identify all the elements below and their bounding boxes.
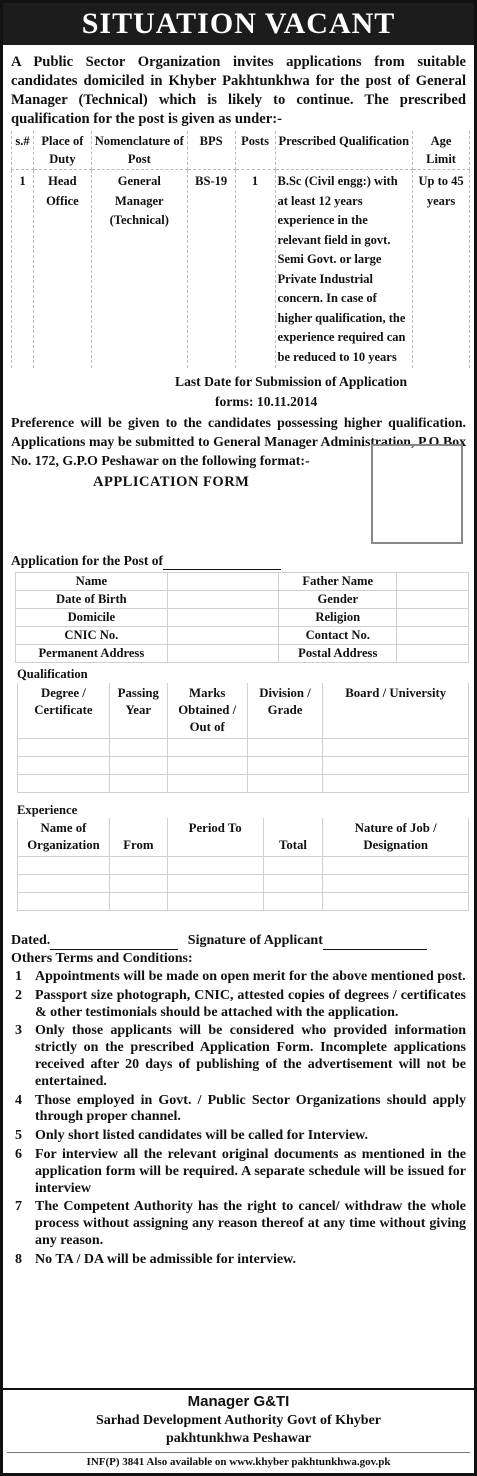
experience-table xyxy=(17,818,469,911)
term-number: 7 xyxy=(15,1199,22,1215)
last-date-line2: forms: 10.11.2014 xyxy=(215,394,318,409)
field-input[interactable] xyxy=(397,573,469,591)
term-text: Only those applicants will be considered who provided information strictly on the prescribed Application Form. Incomplete applications received after 20 days of publishing of the advertisement will not be entertained. xyxy=(35,1023,466,1089)
blank-cell[interactable] xyxy=(263,857,323,875)
field-input[interactable] xyxy=(397,609,469,627)
blank-cell[interactable] xyxy=(167,857,263,875)
blank-cell[interactable] xyxy=(109,757,167,775)
table-row xyxy=(16,609,469,627)
blank-cell[interactable] xyxy=(323,875,469,893)
form-header xyxy=(3,470,474,556)
table-row xyxy=(18,875,469,893)
qual-header-degree: Degree / Certificate xyxy=(18,683,110,739)
form-title: APPLICATION FORM xyxy=(93,474,250,490)
qualification-label: Qualification xyxy=(17,667,88,681)
header-nomenclature: Nomenclature of Post xyxy=(91,131,187,170)
dated-label: Dated. xyxy=(11,933,51,948)
blank-cell[interactable] xyxy=(18,893,110,911)
term-number: 8 xyxy=(15,1251,22,1267)
header-place: Place of Duty xyxy=(33,131,91,170)
last-date xyxy=(175,372,474,412)
table-row xyxy=(18,739,469,757)
exp-header-total: Total xyxy=(263,818,323,857)
blank-cell[interactable] xyxy=(323,775,469,793)
last-date-line1: Last Date for Submission of Application xyxy=(175,374,408,389)
exp-header-from: From xyxy=(109,818,167,857)
field-input[interactable] xyxy=(167,645,279,663)
cell-bps: BS-19 xyxy=(187,170,235,369)
table-row xyxy=(18,757,469,775)
blank-cell[interactable] xyxy=(167,893,263,911)
list-item xyxy=(11,1147,466,1197)
blank-cell[interactable] xyxy=(167,775,247,793)
table-row xyxy=(16,591,469,609)
blank-cell[interactable] xyxy=(18,775,110,793)
term-number: 1 xyxy=(15,969,22,984)
qual-header-division: Division / Grade xyxy=(247,683,323,739)
post-table xyxy=(11,131,470,368)
term-text: The Competent Authority has the right to cancel/ withdraw the whole process without assigning any reason thereof at any time without giving any reason. xyxy=(35,1199,466,1248)
term-text: Appointments will be made on open merit for the above mentioned post. xyxy=(35,969,466,984)
table-row xyxy=(16,627,469,645)
exp-header-nature: Nature of Job / Designation xyxy=(323,818,469,857)
field-input[interactable] xyxy=(167,627,279,645)
exp-header-organization: Name of Organization xyxy=(18,818,110,857)
blank-cell[interactable] xyxy=(109,875,167,893)
field-input[interactable] xyxy=(397,627,469,645)
blank-cell[interactable] xyxy=(167,757,247,775)
blank-cell[interactable] xyxy=(323,893,469,911)
list-item xyxy=(11,969,466,986)
table-row xyxy=(16,645,469,663)
terms-title: Others Terms and Conditions: xyxy=(11,951,193,966)
term-number: 3 xyxy=(15,1023,22,1039)
exp-header-period: Period To xyxy=(167,818,263,857)
footer xyxy=(3,1388,474,1473)
blank-cell[interactable] xyxy=(18,857,110,875)
header-sno: s.# xyxy=(12,131,34,170)
term-text: Those employed in Govt. / Public Sector Organizations should apply through proper channel. xyxy=(35,1092,466,1125)
term-text: Passport size photograph, CNIC, attested copies of degrees / certificates & other testimonials should be attached with the application. xyxy=(35,987,466,1020)
list-item xyxy=(11,988,466,1022)
photo-box xyxy=(371,444,463,544)
qualification-table xyxy=(17,683,469,793)
blank-cell[interactable] xyxy=(323,757,469,775)
list-item xyxy=(11,1128,466,1145)
blank-cell[interactable] xyxy=(109,857,167,875)
blank-cell[interactable] xyxy=(323,857,469,875)
field-label: Permanent Address xyxy=(16,645,168,663)
header-qualification: Prescribed Qualification xyxy=(275,131,413,170)
term-number: 5 xyxy=(15,1128,22,1144)
list-item xyxy=(11,1093,466,1127)
signature-line xyxy=(3,931,474,950)
blank-cell[interactable] xyxy=(18,875,110,893)
term-text: For interview all the relevant original documents as mentioned in the application form will be required. A separate schedule will be issued for interview xyxy=(35,1146,466,1196)
blank-cell[interactable] xyxy=(18,739,110,757)
blank-cell[interactable] xyxy=(109,739,167,757)
header-age: Age Limit xyxy=(413,131,470,170)
field-input[interactable] xyxy=(397,591,469,609)
page-title: SITUATION VACANT xyxy=(3,3,474,45)
intro-paragraph: A Public Sector Organization invites applications from suitable candidates domiciled in Khyber Pakhtunkhwa for the post of General Manager (Technical) which is likely to continue. The prescribed qualification for the post is given as under:- xyxy=(11,54,466,127)
cell-age: Up to 45 years xyxy=(413,170,470,369)
term-number: 2 xyxy=(15,987,22,1003)
field-label: Father Name xyxy=(279,573,397,591)
table-row xyxy=(18,857,469,875)
blank-cell[interactable] xyxy=(247,775,323,793)
qual-header-board: Board / University xyxy=(323,683,469,739)
field-label: Religion xyxy=(279,609,397,627)
term-number: 4 xyxy=(15,1092,22,1108)
field-input[interactable] xyxy=(167,591,279,609)
header-posts: Posts xyxy=(235,131,275,170)
field-label: Contact No. xyxy=(279,627,397,645)
qual-header-marks: Marks Obtained / Out of xyxy=(167,683,247,739)
terms-list xyxy=(11,969,466,1269)
blank-cell[interactable] xyxy=(167,875,263,893)
preference-paragraph: Preference will be given to the candidates possessing higher qualification. Applications may be submitted to General Manager Administration, P.O Box No. 172, G.P.O Peshawar on the following format:- xyxy=(11,415,466,468)
cell-post: General Manager (Technical) xyxy=(91,170,187,369)
term-text: No TA / DA will be admissible for interview. xyxy=(35,1251,296,1267)
table-row xyxy=(18,893,469,911)
header-bps: BPS xyxy=(187,131,235,170)
blank-cell[interactable] xyxy=(18,757,110,775)
personal-info-table xyxy=(15,572,469,663)
field-input[interactable] xyxy=(167,573,279,591)
table-row xyxy=(18,775,469,793)
field-label: Date of Birth xyxy=(16,591,168,609)
blank-cell[interactable] xyxy=(263,875,323,893)
footer-location: pakhtunkhwa Peshawar xyxy=(165,1431,312,1446)
footer-manager: Manager G&TI xyxy=(187,1393,290,1410)
blank-cell[interactable] xyxy=(263,893,323,911)
qual-header-year: Passing Year xyxy=(109,683,167,739)
blank-cell[interactable] xyxy=(247,739,323,757)
signature-label: Signature of Applicant xyxy=(187,933,323,948)
blank-cell[interactable] xyxy=(247,757,323,775)
field-label: Domicile xyxy=(16,609,168,627)
field-input[interactable] xyxy=(397,645,469,663)
field-input[interactable] xyxy=(167,609,279,627)
blank-cell[interactable] xyxy=(109,893,167,911)
term-number: 6 xyxy=(15,1146,22,1162)
field-label: CNIC No. xyxy=(16,627,168,645)
table-row xyxy=(12,170,470,369)
blank-cell[interactable] xyxy=(323,739,469,757)
cell-place: Head Office xyxy=(33,170,91,369)
list-item xyxy=(11,1199,466,1249)
list-item xyxy=(11,1252,466,1269)
post-blank[interactable] xyxy=(163,569,281,570)
field-label: Name xyxy=(16,573,168,591)
footer-authority: Sarhad Development Authority Govt of Khyber xyxy=(95,1413,382,1428)
cell-posts: 1 xyxy=(235,170,275,369)
cell-qualification: B.Sc (Civil engg:) with at least 12 years experience in the relevant field in govt. Semi Govt. or large Private Industrial concern. In case of higher qualification, the experience required can be reduced to 10 years xyxy=(275,170,413,369)
field-label: Gender xyxy=(279,591,397,609)
blank-cell[interactable] xyxy=(109,775,167,793)
signature-blank[interactable] xyxy=(323,949,427,950)
post-label: Application for the Post of xyxy=(11,553,163,568)
list-item xyxy=(11,1023,466,1090)
cell-sno: 1 xyxy=(12,170,34,369)
field-label: Postal Address xyxy=(279,645,397,663)
experience-label: Experience xyxy=(17,803,78,817)
term-text: Only short listed candidates will be called for Interview. xyxy=(35,1128,369,1144)
footer-reference: INF(P) 3841 Also available on www.khyber pakhtunkhwa.gov.pk xyxy=(7,1452,470,1470)
blank-cell[interactable] xyxy=(167,739,247,757)
table-row xyxy=(16,573,469,591)
